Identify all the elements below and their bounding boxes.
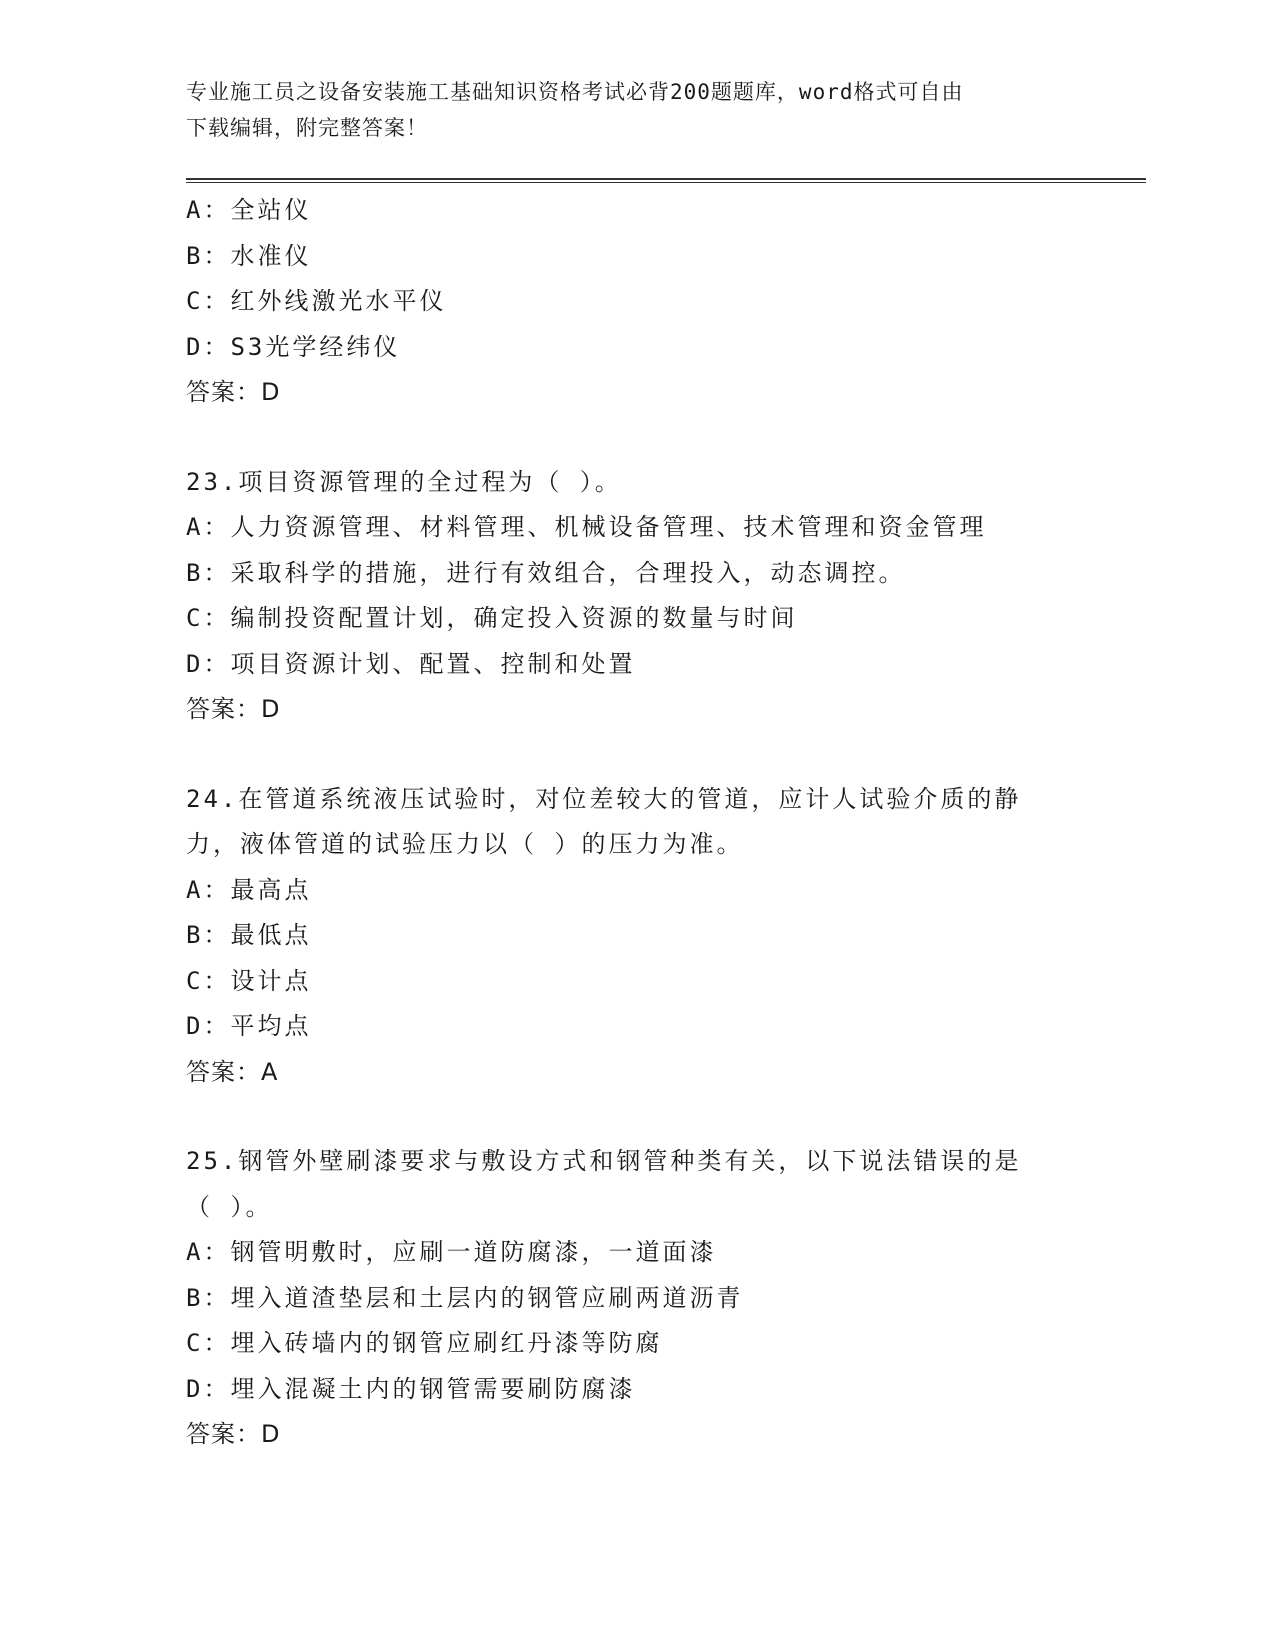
question-stem-line-2: （ ）。	[186, 1192, 273, 1221]
option-d: D：平均点	[186, 1012, 312, 1040]
header-line-2: 下载编辑，附完整答案！	[186, 116, 428, 140]
question-list	[186, 188, 1146, 1458]
option-a: A：最高点	[186, 875, 312, 904]
header-line-1: 专业施工员之设备安装施工基础知识资格考试必背200题题库，word格式可自由	[186, 80, 964, 104]
option-b: B：埋入道渣垫层和土层内的钢管应刷两道沥青	[186, 1283, 744, 1312]
option-c: C：埋入砖墙内的钢管应刷红丹漆等防腐	[186, 1329, 663, 1357]
option-a: A：人力资源管理、材料管理、机械设备管理、技术管理和资金管理	[186, 513, 987, 541]
option-c: C：红外线激光水平仪	[186, 287, 447, 315]
option-a: A：全站仪	[186, 196, 312, 224]
spacer	[186, 416, 1146, 460]
option-a: A：钢管明敷时，应刷一道防腐漆，一道面漆	[186, 1238, 717, 1266]
option-c: C：设计点	[186, 966, 312, 995]
option-b: B：水准仪	[186, 241, 312, 270]
option-c: C：编制投资配置计划，确定投入资源的数量与时间	[186, 604, 798, 632]
answer: 答案：D	[186, 1420, 281, 1448]
option-d: D：S3光学经纬仪	[186, 332, 401, 361]
question-23	[186, 460, 1146, 733]
spacer	[186, 1095, 1146, 1139]
question-22	[186, 188, 1146, 416]
question-24	[186, 777, 1146, 1096]
document-header	[186, 74, 1066, 146]
question-stem-line-1: 25.钢管外壁刷漆要求与敷设方式和钢管种类有关，以下说法错误的是	[186, 1147, 1022, 1175]
header-divider	[186, 178, 1146, 183]
spacer	[186, 733, 1146, 777]
option-b: B：最低点	[186, 921, 312, 949]
option-b: B：采取科学的措施，进行有效组合，合理投入，动态调控。	[186, 558, 906, 587]
question-stem: 23.项目资源管理的全过程为（ ）。	[186, 467, 622, 496]
question-stem-line-2: 力，液体管道的试验压力以（ ）的压力为准。	[186, 830, 744, 858]
answer: 答案：A	[186, 1057, 279, 1086]
question-25	[186, 1139, 1146, 1458]
option-d: D：项目资源计划、配置、控制和处置	[186, 649, 636, 678]
option-d: D：埋入混凝土内的钢管需要刷防腐漆	[186, 1374, 636, 1403]
answer: 答案：D	[186, 378, 281, 406]
question-stem-line-1: 24.在管道系统液压试验时，对位差较大的管道，应计人试验介质的静	[186, 784, 1022, 813]
answer: 答案：D	[186, 695, 281, 723]
document-page	[186, 0, 1146, 1650]
